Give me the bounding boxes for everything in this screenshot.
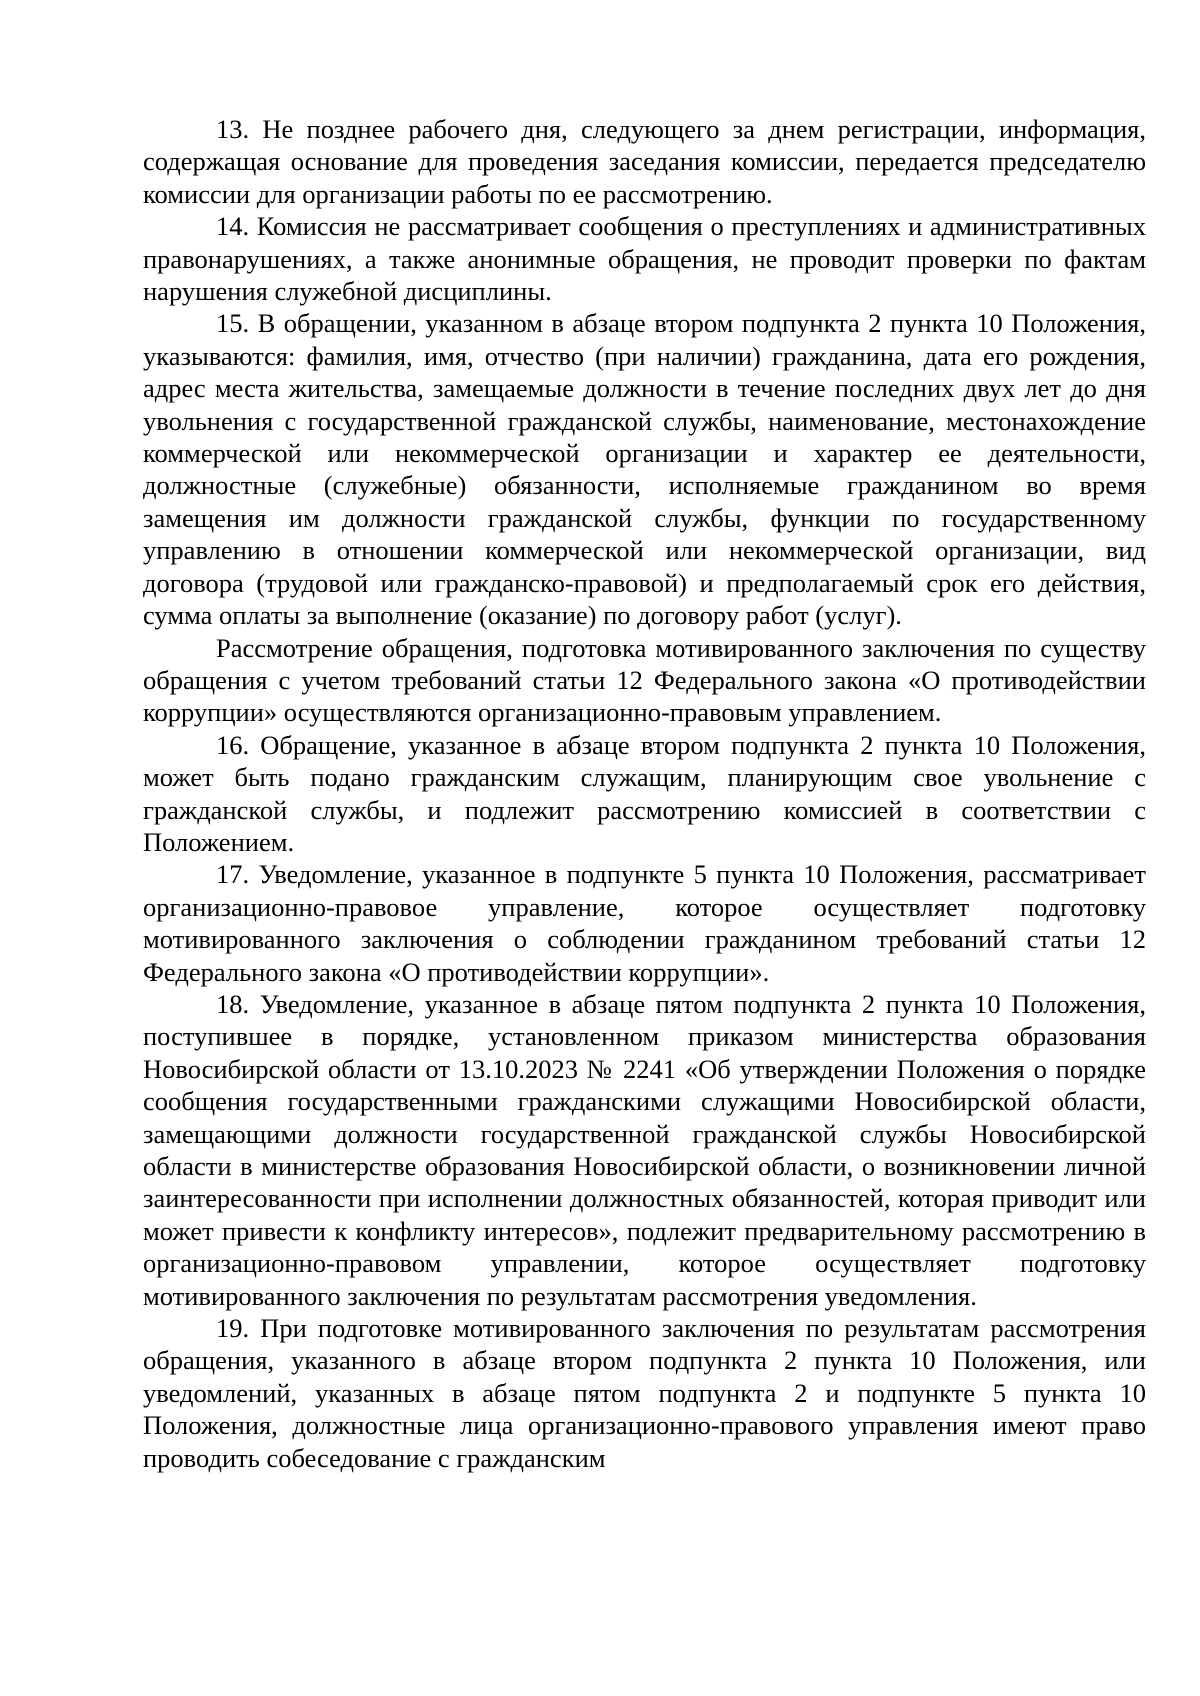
paragraph-19: 19. При подготовке мотивированного заключения по результатам рассмотрения обращения, указанного в абзаце втором подпункта 2 пункта 10 Положения, или уведомлений, указанных в абзаце пятом подпункта 2 и подпункте 5 пункта 10 Положения, должностные лица организационно-правового управления имеют право проводить собеседование с гражданским <box>143 1313 1146 1473</box>
paragraph-14: 14. Комиссия не рассматривает сообщения о преступлениях и административных правонарушениях, а также анонимные обращения, не проводит проверки по фактам нарушения служебной дисциплины. <box>143 211 1146 307</box>
paragraph-18: 18. Уведомление, указанное в абзаце пятом подпункта 2 пункта 10 Положения, поступившее в порядке, установленном приказом министерства образования Новосибирской области от 13.10.2023 № 2241 «Об утверждении Положения о порядке сообщения государственными гражданскими служащими Новосибирской области, замещающими должности государственной гражданской службы Новосибирской области в министерстве образования Новосибирской области, о возникновении личной заинтересованности при исполнении должностных обязанностей, которая приводит или может привести к конфликту интересов», подлежит предварительному рассмотрению в организационно-правовом управлении, которое осуществляет подготовку мотивированного заключения по результатам рассмотрения уведомления. <box>143 988 1146 1311</box>
paragraph-17: 17. Уведомление, указанное в подпункте 5 пункта 10 Положения, рассматривает организационно-правовое управление, которое осуществляет подготовку мотивированного заключения о соблюдении гражданином требований статьи 12 Федерального закона «О противодействии коррупции». <box>143 859 1146 987</box>
paragraph-15: 15. В обращении, указанном в абзаце втором подпункта 2 пункта 10 Положения, указываются: фамилия, имя, отчество (при наличии) гражданина, дата его рождения, адрес места жительства, замещаемые должности в течение последних двух лет до дня увольнения с государственной гражданской службы, наименование, местонахождение коммерческой или некоммерческой организации и характер ее деятельности, должностные (служебные) обязанности, исполняемые гражданином во время замещения им должности гражданской службы, функции по государственному управлению в отношении коммерческой или некоммерческой организации, вид договора (трудовой или гражданско-правовой) и предполагаемый срок его действия, сумма оплаты за выполнение (оказание) по договору работ (услуг). <box>143 308 1146 631</box>
paragraph-15-continuation: Рассмотрение обращения, подготовка мотивированного заключения по существу обращения с учетом требований статьи 12 Федерального закона «О противодействии коррупции» осуществляются организационно-правовым управлением. <box>143 632 1146 728</box>
paragraph-13: 13. Не позднее рабочего дня, следующего за днем регистрации, информация, содержащая основание для проведения заседания комиссии, передается председателю комиссии для организации работы по ее рассмотрению. <box>143 114 1146 209</box>
paragraph-16: 16. Обращение, указанное в абзаце втором подпункта 2 пункта 10 Положения, может быть подано гражданским служащим, планирующим свое увольнение с гражданской службы, и подлежит рассмотрению комиссией в соответствии с Положением. <box>143 729 1146 857</box>
document-page <box>143 113 1146 1474</box>
